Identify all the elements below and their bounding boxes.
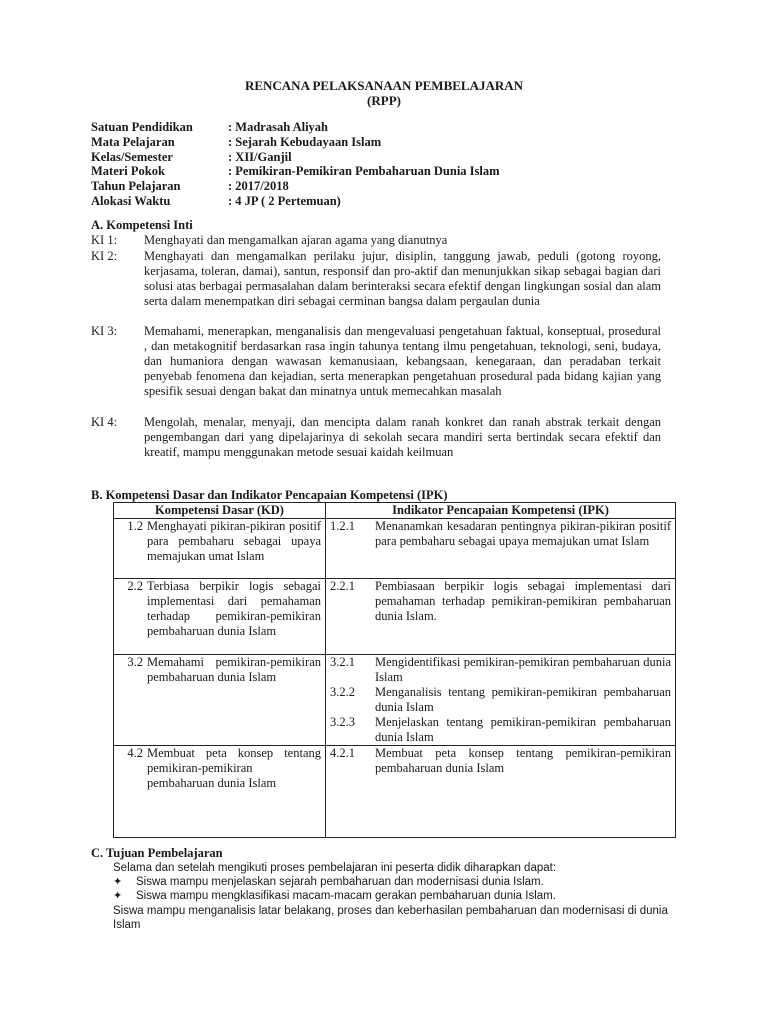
list-item [113, 875, 683, 890]
ki-text: Menghayati dan mengamalkan perilaku jujur, disiplin, tanggung jawab, peduli (gotong royong, kerjasama, toleran, damai), santun, responsif dan pro-aktif dan menunjukkan sikap sebagai bagian dari solusi atas berbagai permasalahan dalam berinteraksi secara efektif dengan lingkungan sosial dan alam serta dalam menempatkan diri sebagai cerminan bangsa dalam pergaulan dunia [144, 249, 661, 308]
table-header-row [114, 503, 676, 519]
info-label: Satuan Pendidikan [91, 120, 193, 134]
info-value: : XII/Ganjil [228, 149, 292, 164]
kd-number: 1.2 [127, 519, 143, 533]
list-item [113, 889, 683, 904]
kd-text: Membuat peta konsep tentang pemikiran-pemikiran pembaharuan dunia Islam [147, 746, 321, 790]
ipk-text: Menjelaskan tentang pemikiran-pemikiran pembaharuan dunia Islam [375, 715, 671, 744]
info-label: Materi Pokok [91, 164, 165, 179]
ki-item [91, 249, 661, 309]
ki-label: KI 2: [91, 249, 118, 263]
ipk-number: 1.2.1 [330, 519, 355, 533]
document-title: RENCANA PELAKSANAAN PEMBELAJARAN [244, 78, 524, 93]
info-row [91, 135, 500, 150]
ki-text: Memahami, menerapkan, menganalisis dan mengevaluasi pengetahuan faktual, konseptual, prosedural , dan metakognitif berdasarkan rasa ingin tahunya tentang ilmu pengetahuan, teknologi, seni, budaya, dan humaniora dengan wawasan kemanusiaan, kebangsaan, kenegaraan, dan peradaban terkait penyebab fenomena dan kejadian, serta menerapkan pengetahuan prosedural pada bidang kajian yang spesifik sesuai dengan bakat dan minatnya untuk memecahkan masalah [144, 324, 661, 398]
info-row [91, 120, 500, 135]
info-value: : 2017/2018 [228, 179, 289, 194]
kd-number: 4.2 [127, 746, 143, 760]
objectives-closing: Siswa mampu menganalisis latar belakang, proses dan keberhasilan pembaharuan dan modernisasi di dunia Islam [113, 905, 668, 931]
section-c-heading: C. Tujuan Pembelajaran [91, 846, 223, 860]
info-label: Alokasi Waktu [91, 193, 171, 208]
ipk-cell [326, 579, 676, 655]
kd-cell [114, 655, 326, 746]
ki-label: KI 3: [91, 324, 118, 338]
kd-text: Terbiasa berpikir logis sebagai implementasi dari pemahaman terhadap pemikiran-pemikiran pembaharuan dunia Islam [147, 579, 321, 638]
ipk-cell [326, 655, 676, 746]
ki-item [91, 324, 661, 399]
kd-number: 2.2 [127, 579, 143, 593]
header-ipk: Indikator Pencapaian Kompetensi (IPK) [326, 503, 676, 519]
info-label: Mata Pelajaran [91, 134, 175, 149]
four-pointed-star-icon: ✦ [113, 876, 123, 888]
ipk-number: 3.2.3 [330, 715, 355, 729]
table-row [114, 746, 676, 838]
ipk-number: 2.2.1 [330, 579, 355, 593]
header-kd: Kompetensi Dasar (KD) [114, 503, 326, 519]
info-row [91, 164, 500, 179]
ki-label: KI 1: [91, 233, 118, 247]
ipk-number: 4.2.1 [330, 746, 355, 760]
info-value: : Pemikiran-Pemikiran Pembaharuan Dunia Islam [228, 164, 500, 179]
table-row [114, 519, 676, 579]
ki-item [91, 415, 661, 460]
ipk-number: 3.2.1 [330, 655, 355, 669]
ipk-text: Mengidentifikasi pemikiran-pemikiran pembaharuan dunia Islam [375, 655, 671, 684]
ipk-text: Pembiasaan berpikir logis sebagai implementasi dari pemahaman terhadap pemikiran-pemikiran pembaharuan dunia Islam. [375, 579, 671, 623]
ipk-cell [326, 519, 676, 579]
kd-cell [114, 519, 326, 579]
info-value: : Madrasah Aliyah [228, 120, 329, 134]
section-b-heading: B. Kompetensi Dasar dan Indikator Pencapaian Kompetensi (IPK) [91, 488, 448, 502]
info-label: Tahun Pelajaran [91, 179, 181, 194]
objective-text: Siswa mampu menjelaskan sejarah pembaharuan dan modernisasi dunia Islam. [136, 876, 544, 888]
kd-cell [114, 746, 326, 838]
info-row [91, 194, 500, 209]
document-subtitle: (RPP) [367, 93, 401, 108]
kd-text: Menghayati pikiran-pikiran positif para pembaharu sebagai upaya memajukan umat Islam [147, 519, 321, 563]
info-value: : Sejarah Kebudayaan Islam [228, 134, 382, 149]
ki-item [91, 233, 661, 248]
objective-text: Siswa mampu mengklasifikasi macam-macam gerakan pembaharuan dunia Islam. [136, 890, 556, 902]
info-row [91, 150, 500, 165]
ipk-text: Menganalisis tentang pemikiran-pemikiran pembaharuan dunia Islam [375, 685, 671, 714]
kd-cell [114, 579, 326, 655]
info-label: Kelas/Semester [91, 149, 173, 164]
objectives-intro: Selama dan setelah mengikuti proses pembelajaran ini peserta didik diharapkan dapat: [113, 862, 557, 874]
ki-label: KI 4: [91, 415, 118, 429]
ipk-text: Membuat peta konsep tentang pemikiran-pemikiran pembaharuan dunia Islam [375, 746, 671, 775]
kd-text: Memahami pemikiran-pemikiran pembaharuan dunia Islam [147, 655, 321, 684]
section-a-heading: A. Kompetensi Inti [91, 218, 193, 232]
kd-number: 3.2 [127, 655, 143, 669]
table-row [114, 579, 676, 655]
identity-block [91, 120, 500, 209]
info-value: : 4 JP ( 2 Pertemuan) [228, 193, 341, 208]
four-pointed-star-icon: ✦ [113, 890, 123, 902]
ki-text: Menghayati dan mengamalkan ajaran agama yang dianutnya [144, 233, 448, 247]
info-row [91, 179, 500, 194]
competency-table [113, 502, 676, 838]
table-row [114, 655, 676, 746]
ki-text: Mengolah, menalar, menyaji, dan mencipta dalam ranah konkret dan ranah abstrak terkait dengan pengembangan dari yang dipelajarinya di sekolah secara mandiri serta bertindak secara efektif dan kreatif, mampu menggunakan metode sesuai kaidah keilmuan [144, 415, 661, 459]
ipk-text: Menanamkan kesadaran pentingnya pikiran-pikiran positif para pembaharu sebagai upaya memajukan umat Islam [375, 519, 671, 548]
ipk-number: 3.2.2 [330, 685, 355, 699]
ipk-cell [326, 746, 676, 838]
